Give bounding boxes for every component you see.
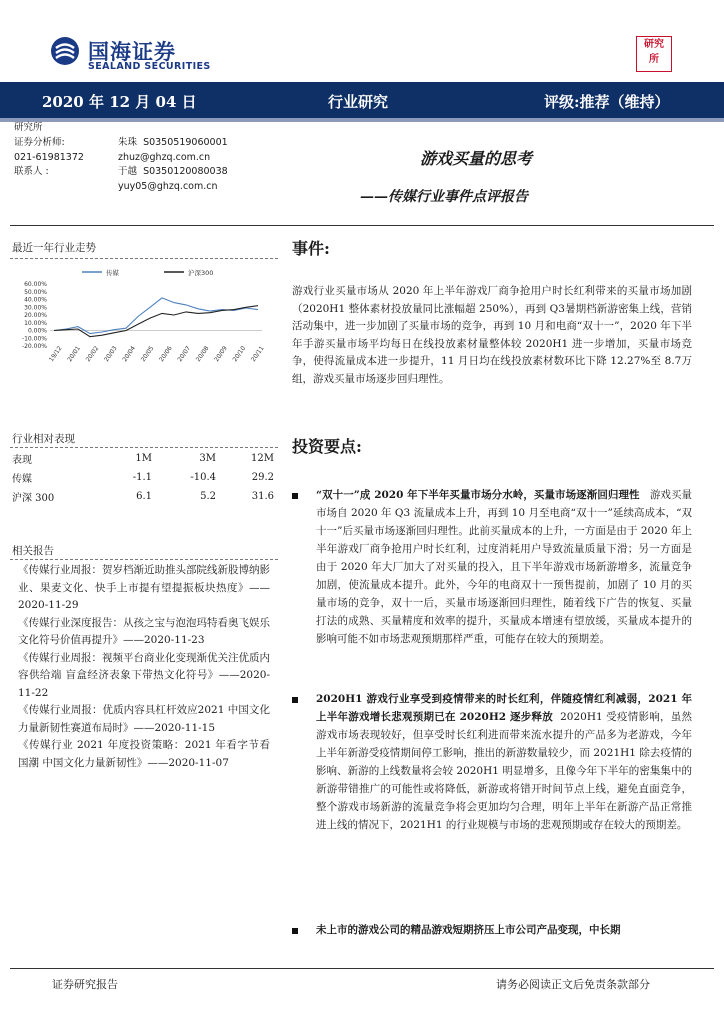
institute-label: 研究所: [14, 122, 43, 133]
legend-label: 沪深300: [188, 269, 214, 277]
logo-icon: [50, 36, 80, 66]
bullet-icon: [292, 493, 298, 499]
analyst-details: [118, 136, 298, 194]
series-line: [54, 306, 258, 337]
event-heading: 事件:: [292, 239, 330, 258]
x-tick-label: 20/11: [249, 344, 266, 364]
y-tick-label: 20.00%: [24, 312, 47, 320]
chart-lines: [54, 298, 258, 337]
y-tick-label: 0.00%: [27, 327, 47, 335]
trend-label: 最近一年行业走势: [12, 242, 96, 254]
invest-point-2: 2020H1 游戏行业享受到疫情带来的时长红利，伴随疫情红利减弱，2021 年上半年游戏增长悲观预期已在 2020H2 逐步释放 2020H1 受疫情影响，虽然游戏市场表现较好，但享受时长红利进而带来流水提升的产品多为老游戏，今年上半年新游受疫情期间停工影响，推出的新游数量较少，而 2021H1 除去疫情的影响、新游的上线数量将会较 2020H1 明显增多，且像今年下半年的密集集中的新游带错推广的可能性或将降低，新游或将错开时间节点上线，避免直面竞争，整个游戏市场新游的流量竞争将会更加均匀合理，明年上半年在新游产品正常推进上线的情况下，2021H1 的行业规模与市场的悲观预期或存在较大的预期差。: [316, 693, 692, 831]
contact-email: yuy05@ghzq.com.cn: [118, 180, 218, 192]
divider: [10, 225, 714, 226]
y-tick-label: -10.00%: [21, 335, 47, 343]
invest-point-1: “双十一”成 2020 年下半年买量市场分水岭，买量市场逐渐回归理性 游戏买量市场自 2020 年 Q3 流量成本上升，再到 10 月至电商“双十一”延续高成本，“双十一”后买量市场逐渐回归理性。此前买量成本的上升，一方面是由于 2020 年上半年游戏厂商争抢用户时长红利，过度消耗用户导致流量质量下滑；另一方面是由于 2020 年大厂加大了对买量的投入，且下半年游戏市场新游增多，流量竞争加剧，使流量成本提升。此外，今年的电商双十一预售提前，加剧了 10 月的买量市场的竞争，双十一后，买量市场逐渐回归理性，随着线下广告的恢复、买量打法的成熟、买量精度和效率的提升，买量成本增速有望放缓，买量成本提升的影响可能不如市场悲观预期那样严重，可能存在较大的预期差。: [316, 489, 693, 645]
y-tick-label: -20.00%: [21, 343, 47, 351]
y-tick-label: 10.00%: [24, 319, 47, 327]
x-tick-label: 20/07: [176, 344, 193, 364]
report-title: 游戏买量的思考: [420, 149, 533, 168]
list-item[interactable]: 《传媒行业周报：优质内容具杠杆效应2021 中国文化力量新韧性赛道布局时》——2020-11-15: [18, 704, 270, 734]
x-axis-ticks: [48, 345, 266, 363]
y-tick-label: 40.00%: [24, 296, 47, 304]
x-tick-label: 20/04: [121, 344, 138, 364]
report-subtitle: ——传媒行业事件点评报告: [360, 189, 528, 205]
header-band: [0, 82, 724, 122]
list-item[interactable]: 《传媒行业 2021 年度投资策略：2021 年看字节看国潮 中国文化力量新韧性》——2020-11-07: [18, 739, 270, 769]
performance-table: [12, 449, 274, 506]
analyst-email: zhuz@ghzq.com.cn: [118, 151, 211, 163]
list-item[interactable]: 《传媒行业周报：贺岁档渐近助推头部院线新股博纳影业、果麦文化、快手上市提有望提振板块热度》——2020-11-29: [18, 564, 270, 611]
institute-seal: 研究 所: [636, 36, 672, 72]
x-tick-label: 20/08: [194, 344, 211, 364]
x-tick-label: 20/03: [102, 344, 119, 364]
list-item[interactable]: 《传媒行业周报：视频平台商业化变现渐优关注优质内容供给端 盲盒经济表象下带热文化符号》——2020-11-22: [18, 651, 270, 699]
x-tick-label: 20/01: [66, 344, 82, 364]
industry-trend-chart: [10, 262, 278, 374]
analyst-name: 朱珠: [118, 137, 138, 148]
contact-name: 于越: [118, 166, 138, 177]
x-tick-label: 20/02: [84, 344, 101, 364]
report-rating: 评级:推荐（维持）: [544, 93, 670, 111]
y-axis-ticks: [22, 281, 262, 350]
y-tick-label: 60.00%: [24, 281, 47, 289]
related-reports-list: [18, 562, 270, 772]
footer-divider: [10, 968, 714, 969]
table-row: 沪深 300 6.1 5.2 31.6: [12, 491, 274, 504]
invest-heading: 投资要点:: [292, 437, 362, 456]
report-type: 行业研究: [328, 93, 389, 111]
footer-left: 证券研究报告: [52, 978, 118, 991]
related-title: 相关报告: [12, 545, 54, 557]
divider: [10, 447, 278, 448]
x-tick-label: 20/09: [213, 344, 229, 364]
analyst-roles: 证券分析师: 021-61981372 联系人 :: [14, 137, 84, 177]
logo-chinese-name: 国海证券: [88, 40, 176, 64]
legend-label: 传媒: [106, 269, 119, 277]
divider: [10, 559, 278, 560]
performance-title: 行业相对表现: [12, 433, 75, 445]
x-tick-label: 20/10: [231, 344, 248, 364]
report-date: 2020 年 12 月 04 日: [42, 93, 197, 111]
x-tick-label: 20/06: [158, 344, 174, 364]
table-row: 传媒 -1.1 -10.4 29.2: [12, 472, 274, 485]
y-tick-label: 30.00%: [24, 304, 47, 312]
list-item[interactable]: 《传媒行业深度报告：从孩之宝与泡泡玛特看奥飞娱乐 文化符号价值再提升》——2020-11-23: [18, 616, 270, 646]
footer-right: 请务必阅读正文后免责条款部分: [496, 978, 650, 991]
x-tick-label: 20/05: [139, 344, 156, 364]
event-body: 游戏行业买量市场从 2020 年上半年游戏厂商争抢用户时长红利带来的买量市场加剧（2020H1 整体素材投放量同比涨幅超 250%），再到 Q3暑期档新游密集上线，营销活动集中，进一步加剧了买量市场的竞争，再到 10 月和电商“双十一”，2020 年下半年手游买量市场平均每日在线投放素材量整体较 2020H1 进一步增加，买量市场竞争，使得流量成本进一步提升，11 月日均在线投放素材数环比下降 12.27%至 8.7万组，游戏买量市场逐步回归理性。: [292, 285, 692, 385]
table-header-row: 表现 1M 3M 12M: [12, 453, 274, 466]
contact-license: S0350120080038: [143, 166, 228, 177]
invest-point-3: 未上市的游戏公司的精品游戏短期挤压上市公司产品变现，中长期: [316, 924, 621, 936]
x-tick-label: 19/12: [47, 344, 64, 364]
chart-legend: [82, 268, 213, 277]
logo-english-name: SEALAND SECURITIES: [88, 61, 211, 72]
bullet-icon: [292, 928, 298, 934]
bullet-icon: [292, 697, 298, 703]
divider: [10, 258, 278, 259]
y-tick-label: 50.00%: [24, 288, 47, 296]
analyst-license: S0350519060001: [143, 137, 228, 148]
